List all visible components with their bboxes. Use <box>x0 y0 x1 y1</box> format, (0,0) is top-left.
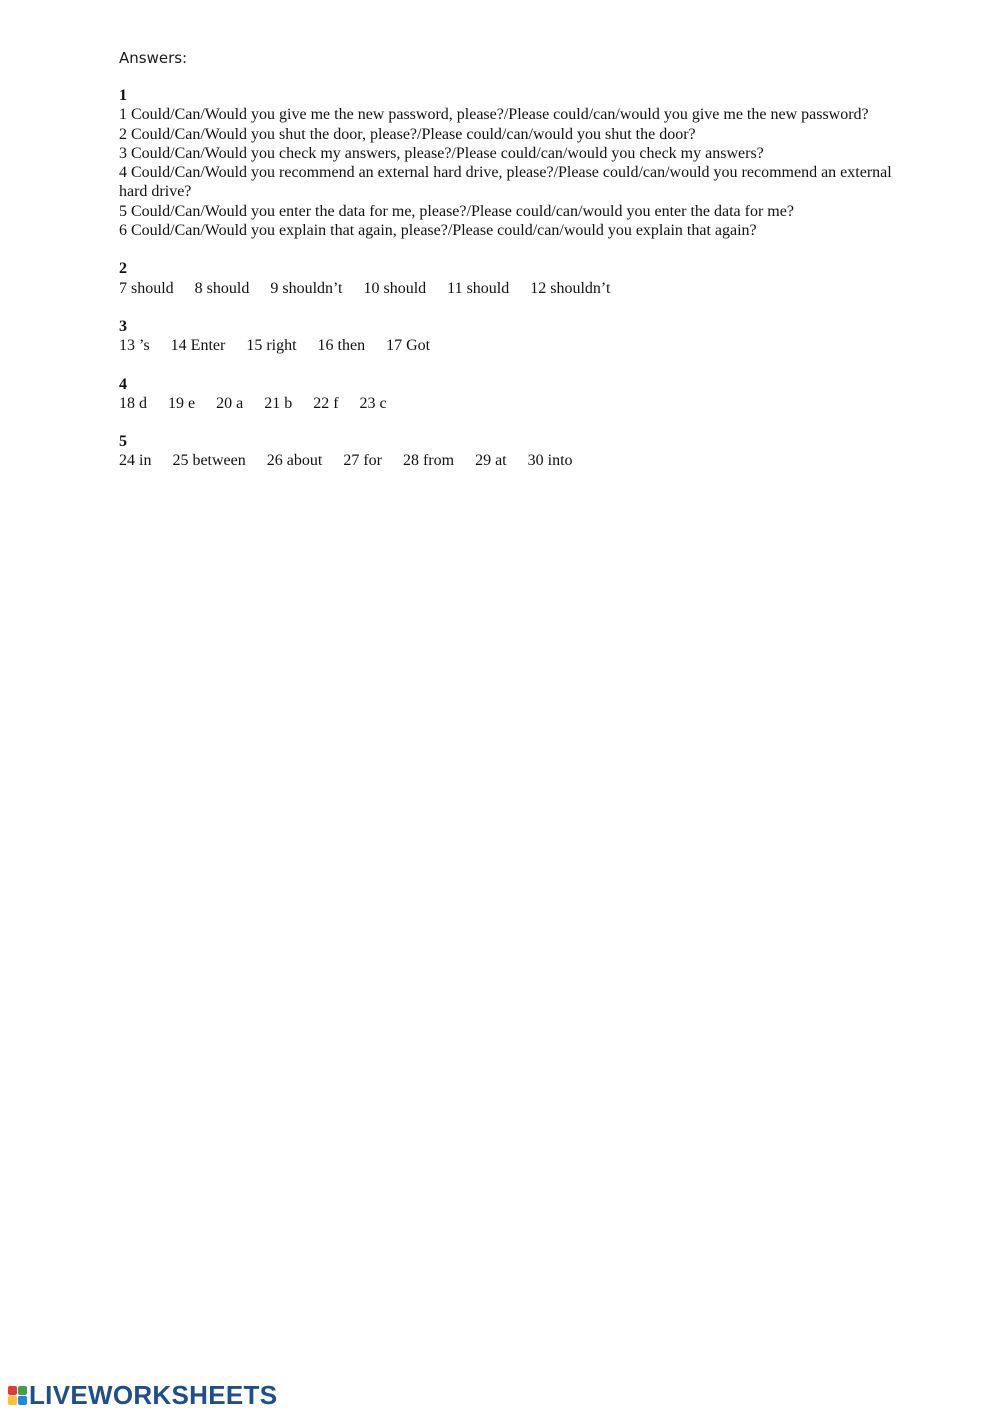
liveworksheets-logo-icon <box>8 1386 27 1405</box>
answer-item: 8 should <box>194 279 250 297</box>
answer-item: 24 in <box>119 452 152 470</box>
answer-item: 17 Got <box>386 337 431 355</box>
answer-item: 7 should <box>119 279 174 297</box>
answer-line: 1 Could/Can/Would you give me the new password, please?/Please could/can/would you give me the new password? <box>119 106 869 124</box>
logo-square-icon <box>8 1396 17 1405</box>
answer-line: 2 Could/Can/Would you shut the door, please?/Please could/can/would you shut the door? <box>119 125 696 143</box>
logo-text: LIVEWORKSHEETS <box>29 1380 278 1410</box>
page-title: Answers: <box>119 49 188 67</box>
answer-item: 29 at <box>475 452 507 470</box>
section-number: 3 <box>119 317 127 335</box>
answer-row <box>119 336 919 355</box>
section-3 <box>119 317 919 356</box>
answer-item: 18 d <box>119 394 147 412</box>
answer-item: 19 e <box>168 394 196 412</box>
answer-row <box>119 394 919 413</box>
section-2 <box>119 259 919 298</box>
section-number: 4 <box>119 375 127 393</box>
answer-item: 21 b <box>264 394 293 412</box>
answer-item: 13 ’s <box>119 337 150 355</box>
answer-line: 3 Could/Can/Would you check my answers, please?/Please could/can/would you check my answers? <box>119 144 764 162</box>
answer-line: 4 Could/Can/Would you recommend an external hard drive, please?/Please could/can/would you recommend an external hard drive? <box>119 164 892 201</box>
answer-row <box>119 279 919 298</box>
answer-item: 30 into <box>527 452 573 470</box>
section-1 <box>119 86 919 240</box>
answer-line: 5 Could/Can/Would you enter the data for me, please?/Please could/can/would you enter the data for me? <box>119 202 794 220</box>
answer-item: 10 should <box>363 279 427 297</box>
answer-line: 6 Could/Can/Would you explain that again, please?/Please could/can/would you explain that again? <box>119 222 757 240</box>
answer-item: 22 f <box>313 394 339 412</box>
liveworksheets-logo[interactable] <box>8 1380 277 1410</box>
answer-item: 14 Enter <box>170 337 226 355</box>
logo-square-icon <box>8 1386 17 1395</box>
answer-item: 12 shouldn’t <box>530 279 611 297</box>
answer-item: 15 right <box>246 337 297 355</box>
section-4 <box>119 375 919 414</box>
answer-item: 27 for <box>343 452 382 470</box>
answer-sheet <box>119 47 919 490</box>
answer-item: 28 from <box>402 452 455 470</box>
answer-item: 26 about <box>266 452 323 470</box>
logo-square-icon <box>18 1396 27 1405</box>
answer-item: 16 then <box>317 337 366 355</box>
answer-item: 20 a <box>216 394 244 412</box>
section-number: 2 <box>119 260 127 278</box>
answer-item: 25 between <box>172 452 246 470</box>
section-5 <box>119 432 919 471</box>
section-number: 1 <box>119 87 127 104</box>
answer-row <box>119 451 919 470</box>
logo-square-icon <box>18 1386 27 1395</box>
answer-item: 9 shouldn’t <box>270 279 343 297</box>
answer-item: 23 c <box>359 394 387 412</box>
answer-item: 11 should <box>447 279 510 297</box>
section-number: 5 <box>119 433 127 451</box>
